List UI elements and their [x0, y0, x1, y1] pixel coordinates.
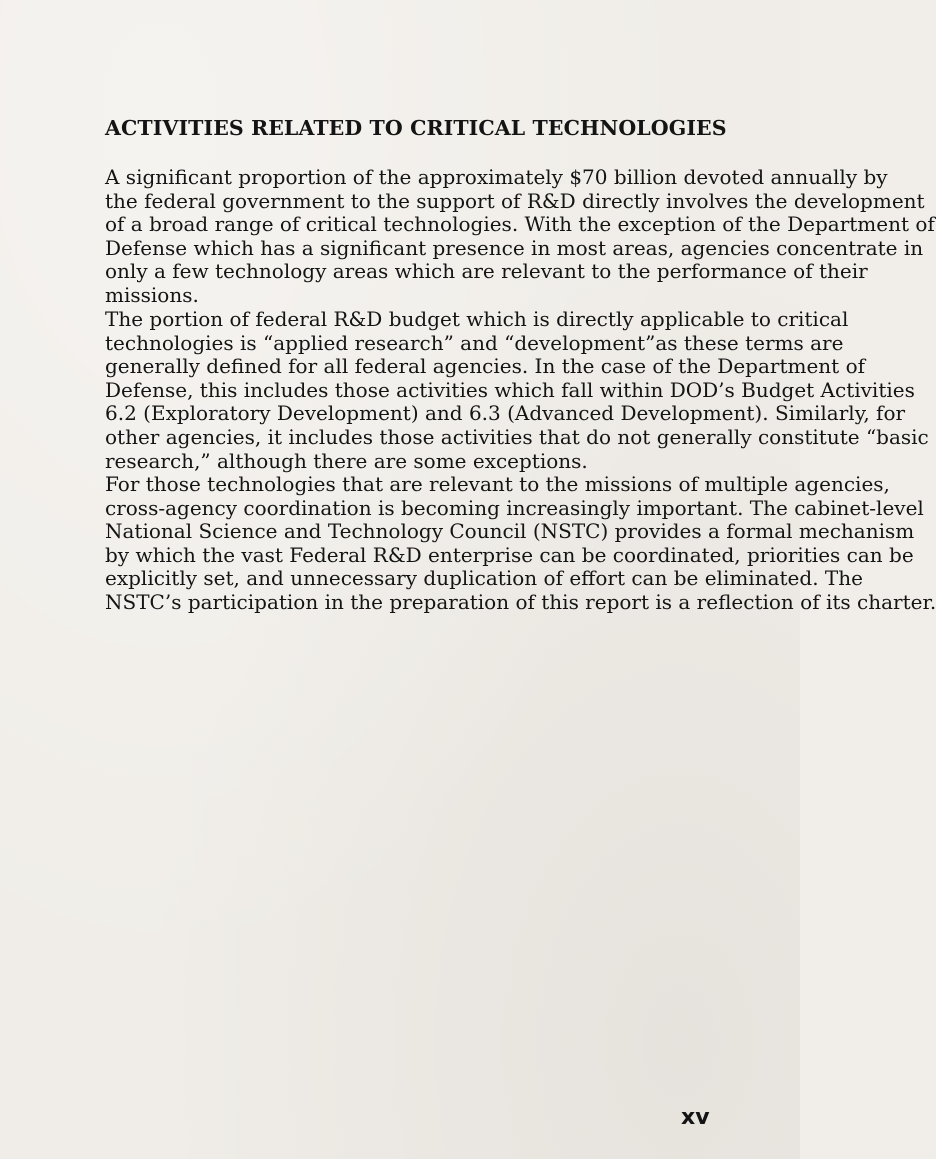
paragraph-line: other agencies, it includes those activities that do not generally constitute “basic	[105, 424, 929, 449]
paragraph-line: 6.2 (Exploratory Development) and 6.3 (Advanced Development). Similarly, for	[105, 401, 906, 426]
paragraph-line: Defense, this includes those activities which fall within DOD’s Budget Activities	[105, 377, 915, 402]
paragraph-line: the federal government to the support of R&D directly involves the development	[105, 188, 925, 213]
section-heading: ACTIVITIES RELATED TO CRITICAL TECHNOLOGIES	[105, 116, 727, 140]
paragraph-budget	[105, 307, 929, 473]
paragraph-line: by which the vast Federal R&D enterprise can be coordinated, priorities can be	[105, 542, 914, 567]
paragraph-line: The portion of federal R&D budget which is directly applicable to critical	[105, 307, 849, 331]
paragraph-line: cross-agency coordination is becoming increasingly important. The cabinet-level	[105, 495, 924, 520]
paragraph-line: For those technologies that are relevant to the missions of multiple agencies,	[105, 472, 890, 496]
paragraph-line: missions.	[105, 282, 199, 307]
paragraph-line: A significant proportion of the approximately $70 billion devoted annually by	[105, 165, 888, 189]
paragraph-line: research,” although there are some exceptions.	[105, 448, 588, 473]
paragraph-line: National Science and Technology Council (NSTC) provides a formal mechanism	[105, 519, 915, 544]
paragraph-line: technologies is “applied research” and “development”as these terms are	[105, 330, 844, 355]
paragraph-funding	[105, 165, 935, 308]
paragraph-line: explicitly set, and unnecessary duplication of effort can be eliminated. The	[105, 566, 863, 591]
paragraph-line: Defense which has a significant presence in most areas, agencies concentrate in	[105, 235, 924, 260]
paragraph-line: generally defined for all federal agencies. In the case of the Department of	[105, 354, 866, 379]
paragraph-coordination	[105, 472, 936, 615]
paragraph-line: of a broad range of critical technologies. With the exception of the Department of	[105, 212, 935, 237]
paragraph-line: only a few technology areas which are relevant to the performance of their	[105, 259, 868, 284]
paragraph-line: NSTC’s participation in the preparation of this report is a reflection of its charter.	[105, 589, 936, 614]
page-number: xv	[681, 1105, 710, 1130]
